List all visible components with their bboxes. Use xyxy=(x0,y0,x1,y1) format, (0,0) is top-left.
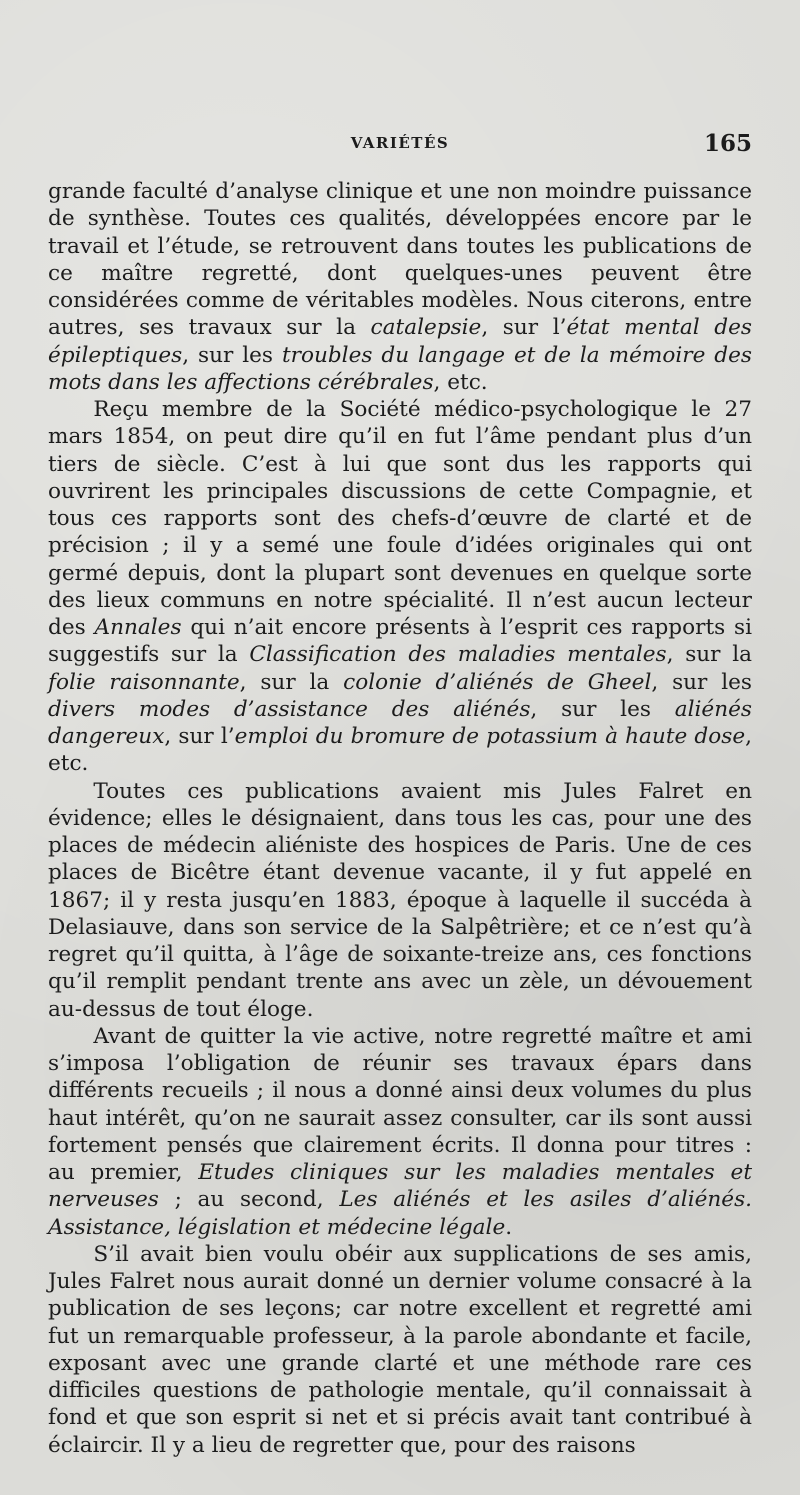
body-text: , etc. xyxy=(48,724,752,777)
paragraph xyxy=(48,778,752,1023)
italic-title-text: Les aliénés et les asiles d’aliénés. Assistance, législation et médecine légale xyxy=(48,1187,753,1240)
body-text: Reçu membre de la Société médico-psychologique le 27 mars 1854, on peut dire qu’il en fut l’âme pendant plus d’un tiers de siècle. C’est à lui que sont dus les rapports qui ouvrirent les principales discussions de cette Compagnie, et tous ces rapports sont des chefs-d’œuvre de clarté et de précision ; il y a semé une foule d’idées originales qui ont germé depuis, dont la plupart sont devenues en quelque sorte des lieux communs en notre spécialité. Il n’est aucun lecteur des xyxy=(48,397,752,640)
italic-title-text: troubles du langage et de la mémoire des mots dans les affections cérébrales xyxy=(48,342,752,395)
paragraph xyxy=(48,1241,752,1459)
body-text: ; au second, xyxy=(158,1187,340,1213)
page-body xyxy=(48,178,752,1459)
body-text: , sur la xyxy=(666,642,752,668)
paragraph xyxy=(48,178,752,396)
body-text: , sur l’ xyxy=(164,724,235,749)
italic-title-text: colonie d’aliénés de Gheel xyxy=(343,669,652,695)
page-number: 165 xyxy=(703,130,752,157)
italic-title-text: état mental des épileptiques xyxy=(48,315,752,368)
body-text: , sur la xyxy=(239,669,344,695)
italic-title-text: emploi du bromure de potassium à haute dose xyxy=(234,724,746,749)
italic-title-text: folie raisonnante xyxy=(48,669,240,695)
body-text: qui n’ait encore présents à l’esprit ces rapports si suggestifs sur la xyxy=(48,615,752,668)
body-text: , sur l’ xyxy=(481,315,567,341)
body-text: , etc. xyxy=(433,369,488,395)
body-text: , sur les xyxy=(530,696,675,722)
body-text: , sur les xyxy=(651,669,752,695)
paragraph xyxy=(48,1023,752,1241)
italic-title-text: Etudes cliniques sur les maladies mentales et nerveuses xyxy=(48,1160,752,1213)
body-text: Avant de quitter la vie active, notre regretté maître et ami s’imposa l’obligation de réunir ses travaux épars dans différents recueils ; il nous a donné ainsi deux volumes du plus haut intérêt, qu’on ne saurait assez consulter, car ils sont aussi fortement pensés que clairement écrits. Il donna pour titres : au premier, xyxy=(48,1023,752,1185)
italic-title-text: Annales xyxy=(94,615,182,640)
italic-title-text: divers modes d’assistance des aliénés xyxy=(48,696,531,722)
body-text: grande faculté d’analyse clinique et une non moindre puissance de synthèse. Toutes ces qualités, développées encore par le travail et l’étude, se retrouvent dans toutes les publications de ce maître regretté, dont quelques-unes peuvent être considérées comme de véritables modèles. Nous citerons, entre autres, ses travaux sur la xyxy=(48,179,752,341)
running-head-title: VARIÉTÉS xyxy=(350,134,450,152)
italic-title-text: Classification des maladies mentales xyxy=(249,642,667,668)
body-text: S’il avait bien voulu obéir aux supplications de ses amis, Jules Falret nous aurait donné un dernier volume consacré à la publication de ses leçons; car notre excellent et regretté ami fut un remarquable professeur, à la parole abondante et facile, exposant avec une grande clarté et une méthode rare ces difficiles questions de pathologie mentale, qu’il connaissait à fond et que son esprit si net et si précis avait tant contribué à éclaircir. Il y a lieu de regretter que, pour des raisons xyxy=(48,1241,752,1458)
paragraph xyxy=(48,396,752,778)
body-text: . xyxy=(505,1214,513,1240)
body-text: , sur les xyxy=(182,342,282,368)
italic-title-text: catalepsie xyxy=(370,315,482,341)
italic-title-text: aliénés dangereux xyxy=(48,696,752,749)
running-head xyxy=(48,130,752,164)
body-text: Toutes ces publications avaient mis Jules Falret en évidence; elles le désignaient, dans tous les cas, pour une des places de médecin aliéniste des hospices de Paris. Une de ces places de Bicêtre étant devenue vacante, il y fut appelé en 1867; il y resta jusqu’en 1883, époque à laquelle il succéda à Delasiauve, dans son service de la Salpêtrière; et ce n’est qu’à regret qu’il quitta, à l’âge de soixante-treize ans, ces fonctions qu’il remplit pendant trente ans avec un zèle, un dévouement au-dessus de tout éloge. xyxy=(48,778,752,1022)
